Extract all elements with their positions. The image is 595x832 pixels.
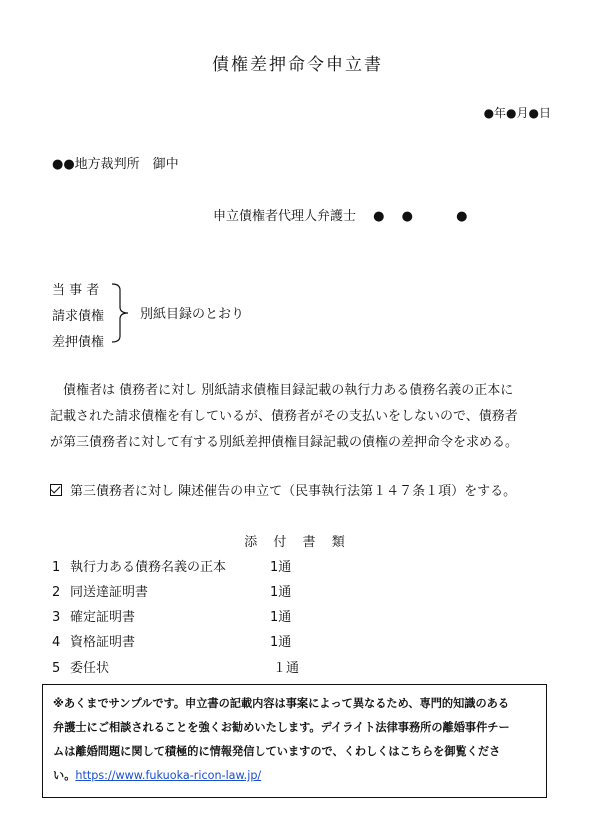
attachment-count: １通	[273, 661, 300, 676]
applicant-lawyer: 申立債権者代理人弁護士 ● ● ●	[213, 209, 468, 224]
attachment-count: 1通	[270, 560, 292, 575]
attachment-number: 4	[52, 635, 61, 650]
party-label-claim: 請求債権	[52, 309, 105, 324]
attachment-count: 1通	[270, 585, 292, 600]
request-body	[50, 378, 550, 456]
attachment-count: 1通	[270, 635, 292, 650]
law-firm-link[interactable]: https://www.fukuoka-ricon-law.jp/	[75, 769, 262, 782]
attachment-number: 3	[52, 610, 61, 625]
checked-checkbox-icon	[50, 484, 62, 496]
notice-line-last	[53, 764, 536, 788]
statement-request-text: 第三債務者に対し 陳述催告の申立て（民事執行法第１４７条１項）をする。	[70, 484, 517, 499]
sample-notice-box	[42, 684, 547, 798]
attachment-number: 5	[52, 661, 61, 676]
notice-line: ※あくまでサンプルです。申立書の記載内容は事案によって異なるため、専門的知識のある	[53, 697, 510, 710]
notice-line: ムは離婚問題に関して積極的に情報発信していますので、くわしくはこちらを御覧くださ	[53, 745, 501, 758]
attachment-name: 同送達証明書	[70, 585, 149, 600]
attachment-item	[52, 581, 291, 600]
attachment-name: 確定証明書	[70, 610, 136, 625]
statement-request-row	[50, 480, 516, 499]
attachments-heading: 添 付 書 類	[244, 535, 351, 550]
notice-last-prefix: い。	[53, 769, 76, 782]
document-title: 債権差押命令申立書	[212, 55, 383, 75]
attachment-item	[52, 556, 291, 575]
court-addressee: ●●地方裁判所 御中	[52, 157, 179, 172]
attachment-number: 2	[52, 585, 61, 600]
attachment-item	[52, 657, 299, 676]
attachment-item	[52, 631, 291, 650]
curly-brace-icon	[110, 282, 136, 344]
body-line: 記載された請求債権を有しているが、債務者がその支払いをしないので、債務者	[50, 409, 518, 424]
body-line: が第三債務者に対して有する別紙差押債権目録記載の債権の差押命令を求める。	[50, 435, 519, 450]
attachment-name: 執行力ある債務名義の正本	[70, 560, 227, 575]
party-reference: 別紙目録のとおり	[140, 307, 245, 322]
party-label-parties: 当 事 者	[52, 283, 100, 298]
attachment-name: 委任状	[70, 661, 110, 676]
attachment-item	[52, 606, 291, 625]
attachment-count: 1通	[270, 610, 292, 625]
party-label-seized: 差押債権	[52, 335, 105, 350]
attachment-number: 1	[52, 560, 61, 575]
document-date: ●年●月●日	[483, 106, 551, 120]
body-line: 債権者は 債務者に対し 別紙請求債権目録記載の執行力ある債務名義の正本に	[50, 383, 514, 398]
notice-line: 弁護士にご相談されることを強くお勧めいたします。デイライト法律事務所の離婚事件チー	[53, 721, 510, 734]
attachment-name: 資格証明書	[70, 635, 136, 650]
